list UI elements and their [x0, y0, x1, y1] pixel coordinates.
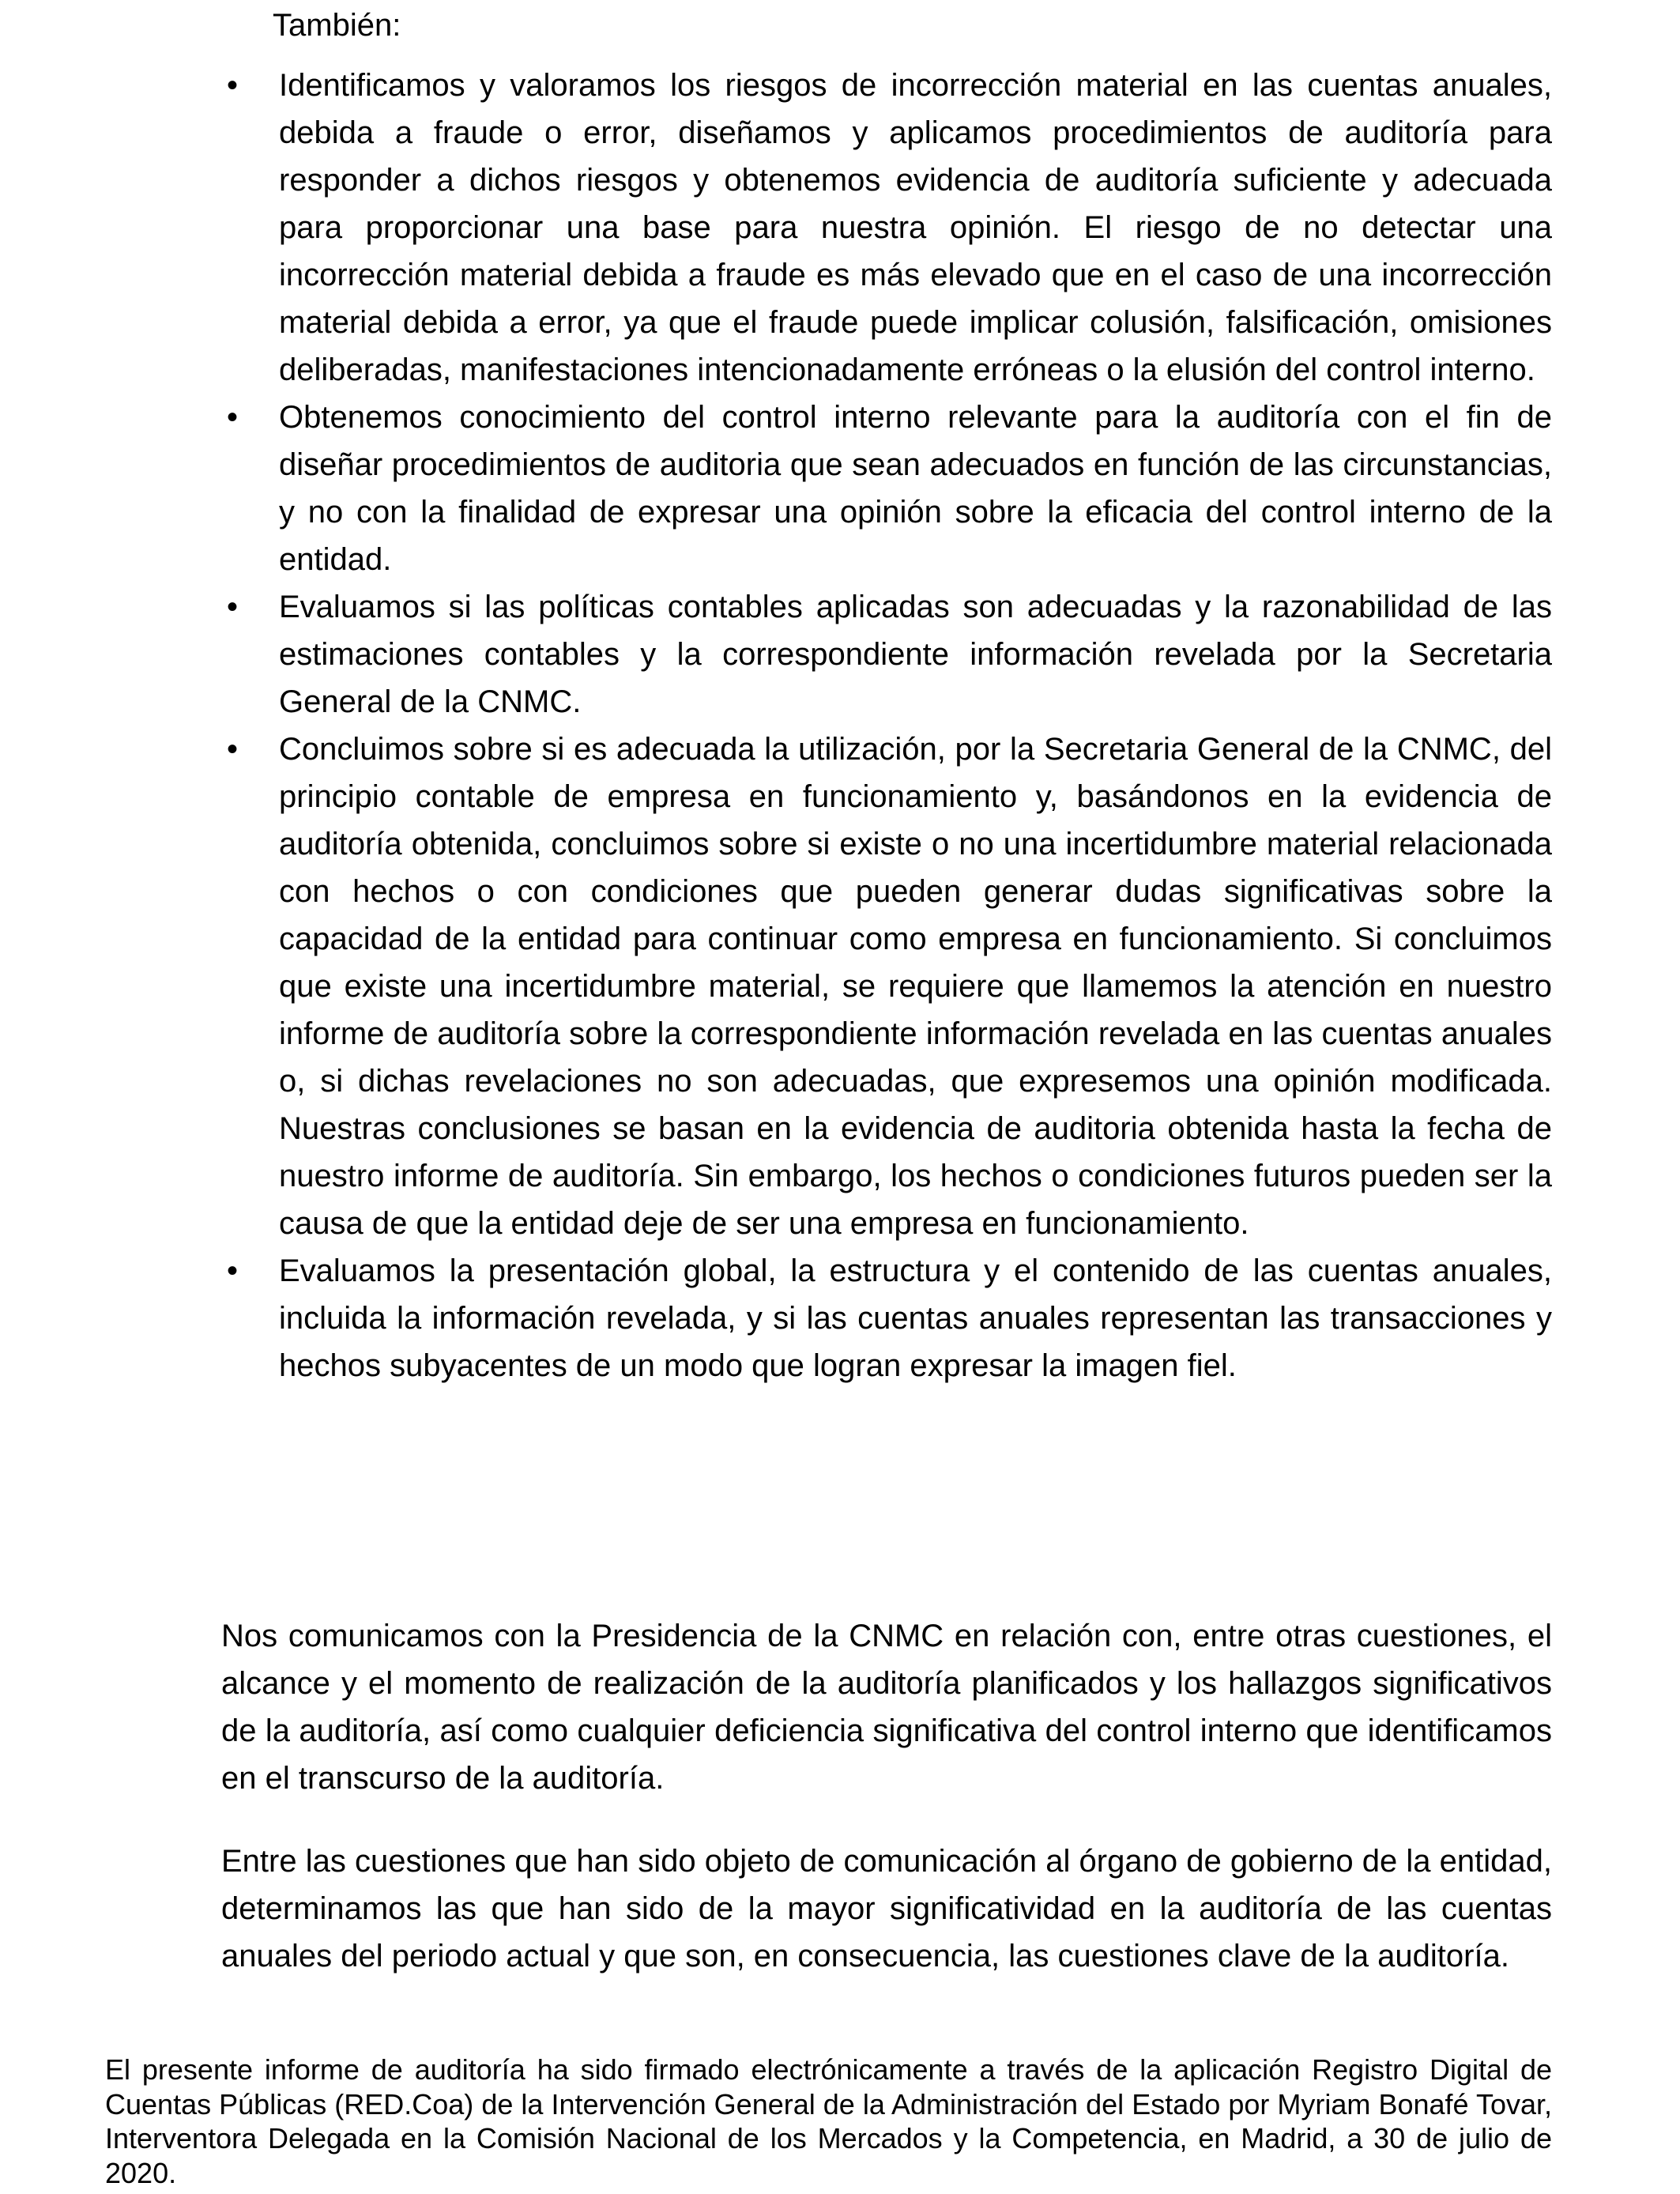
list-item-text: Obtenemos conocimiento del control interno relevante para la auditoría con el fin de diseñar procedimientos de auditoria que sean adecuados en función de las circunstancias, y no con la finalidad de expresar una opinión sobre la eficacia del control interno de la entidad.: [279, 400, 1552, 577]
bullet-icon: •: [227, 400, 239, 435]
bullet-icon: •: [227, 732, 239, 767]
list-item-text: Concluimos sobre si es adecuada la utilización, por la Secretaria General de la CNMC, del principio contable de empresa en funcionamiento y, basándonos en la evidencia de auditoría obtenida, concluimos sobre si existe o no una incertidumbre material relacionada con hechos o con condiciones que pueden generar dudas significativas sobre la capacidad de la entidad para continuar como empresa en funcionamiento. Si concluimos que existe una incertidumbre material, se requiere que llamemos la atención en nuestro informe de auditoría sobre la correspondiente información revelada en las cuentas anuales o, si dichas revelaciones no son adecuadas, que expresemos una opinión modificada. Nuestras conclusiones se basan en la evidencia de auditoria obtenida hasta la fecha de nuestro informe de auditoría. Sin embargo, los hechos o condiciones futuros pueden ser la causa de que la entidad deje de ser una empresa en funcionamiento.: [279, 732, 1552, 1241]
signature-footer: El presente informe de auditoría ha sido firmado electrónicamente a través de la aplicación Registro Digital de Cuentas Públicas (RED.Coa) de la Intervención General de la Administración del Estado por Myriam Bonafé Tovar, Interventora Delegada en la Comisión Nacional de los Mercados y la Competencia, en Madrid, a 30 de julio de 2020.: [105, 2053, 1552, 2189]
list-item: [221, 726, 1552, 1247]
key-matters-paragraph: Entre las cuestiones que han sido objeto de comunicación al órgano de gobierno de la entidad, determinamos las que han sido de la mayor significatividad en la auditoría de las cuentas anuales del periodo actual y que son, en consecuencia, las cuestiones clave de la auditoría.: [221, 1844, 1552, 1973]
bullet-icon: •: [227, 1253, 239, 1288]
list-item: [221, 62, 1552, 394]
communication-paragraph: Nos comunicamos con la Presidencia de la CNMC en relación con, entre otras cuestiones, el alcance y el momento de realización de la auditoría planificados y los hallazgos significativos de la auditoría, así como cualquier deficiencia significativa del control interno que identificamos en el transcurso de la auditoría.: [221, 1619, 1552, 1796]
bullet-icon: •: [227, 590, 239, 624]
list-item-text: Evaluamos la presentación global, la estructura y el contenido de las cuentas anuales, incluida la información revelada, y si las cuentas anuales representan las transacciones y hechos subyacentes de un modo que logran expresar la imagen fiel.: [279, 1253, 1552, 1383]
list-item-text: Identificamos y valoramos los riesgos de incorrección material en las cuentas anuales, debida a fraude o error, diseñamos y aplicamos procedimientos de auditoría para responder a dichos riesgos y obtenemos evidencia de auditoría suficiente y adecuada para proporcionar una base para nuestra opinión. El riesgo de no detectar una incorrección material debida a fraude es más elevado que en el caso de una incorrección material debida a error, ya que el fraude puede implicar colusión, falsificación, omisiones deliberadas, manifestaciones intencionadamente erróneas o la elusión del control interno.: [279, 68, 1552, 387]
list-item: [221, 394, 1552, 583]
list-item: [221, 583, 1552, 726]
list-item: [221, 1247, 1552, 1389]
procedures-list: [221, 62, 1552, 1389]
bullet-icon: •: [227, 68, 239, 103]
list-item-text: Evaluamos si las políticas contables aplicadas son adecuadas y la razonabilidad de las estimaciones contables y la correspondiente información revelada por la Secretaria General de la CNMC.: [279, 590, 1552, 719]
intro-text: También:: [273, 8, 401, 43]
